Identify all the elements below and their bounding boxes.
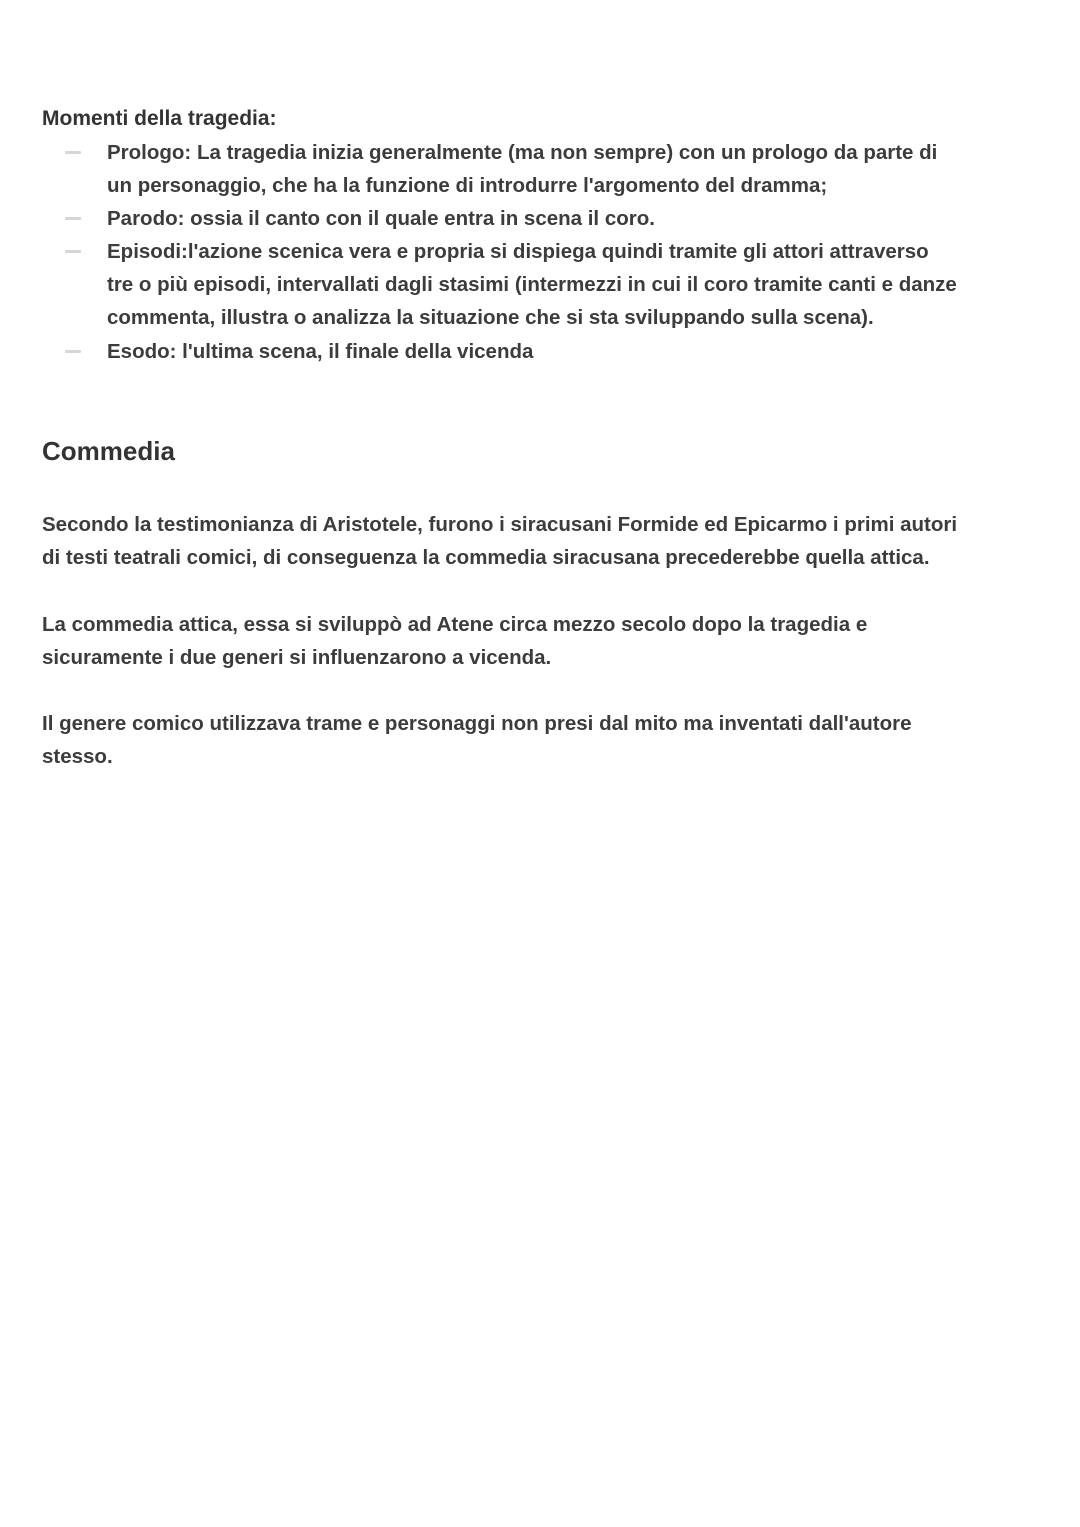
paragraph-line: sicuramente i due generi si influenzarono a vicenda. <box>42 646 552 669</box>
dash-bullet-icon <box>65 250 81 253</box>
paragraph-line: di testi teatrali comici, di conseguenza la commedia siracusana precederebbe quella attica. <box>42 546 930 569</box>
dash-bullet-icon <box>65 217 81 220</box>
paragraph-line: La commedia attica, essa si sviluppò ad Atene circa mezzo secolo dopo la tragedia e <box>42 613 868 636</box>
dash-bullet-icon <box>65 151 81 154</box>
list-item-episodi-line: commenta, illustra o analizza la situazione che si sta sviluppando sulla scena). <box>107 306 874 329</box>
list-item-prologo-line: Prologo: La tragedia inizia generalmente (ma non sempre) con un prologo da parte di <box>107 141 938 164</box>
list-item-episodi-line: tre o più episodi, intervallati dagli stasimi (intermezzi in cui il coro tramite canti e danze <box>107 273 957 296</box>
list-item-prologo-line: un personaggio, che ha la funzione di introdurre l'argomento del dramma; <box>107 174 828 197</box>
commedia-heading: Commedia <box>42 436 175 466</box>
paragraph-line: Secondo la testimonianza di Aristotele, furono i siracusani Formide ed Epicarmo i primi autori <box>42 513 958 536</box>
list-item-parodo: Parodo: ossia il canto con il quale entra in scena il coro. <box>107 207 655 230</box>
tragedy-moments-heading: Momenti della tragedia: <box>42 107 277 130</box>
paragraph-line: stesso. <box>42 745 113 768</box>
list-item-esodo: Esodo: l'ultima scena, il finale della vicenda <box>107 340 534 363</box>
dash-bullet-icon <box>65 350 81 353</box>
list-item-episodi-line: Episodi:l'azione scenica vera e propria si dispiega quindi tramite gli attori attraverso <box>107 240 929 263</box>
paragraph-line: Il genere comico utilizzava trame e personaggi non presi dal mito ma inventati dall'autore <box>42 712 912 735</box>
